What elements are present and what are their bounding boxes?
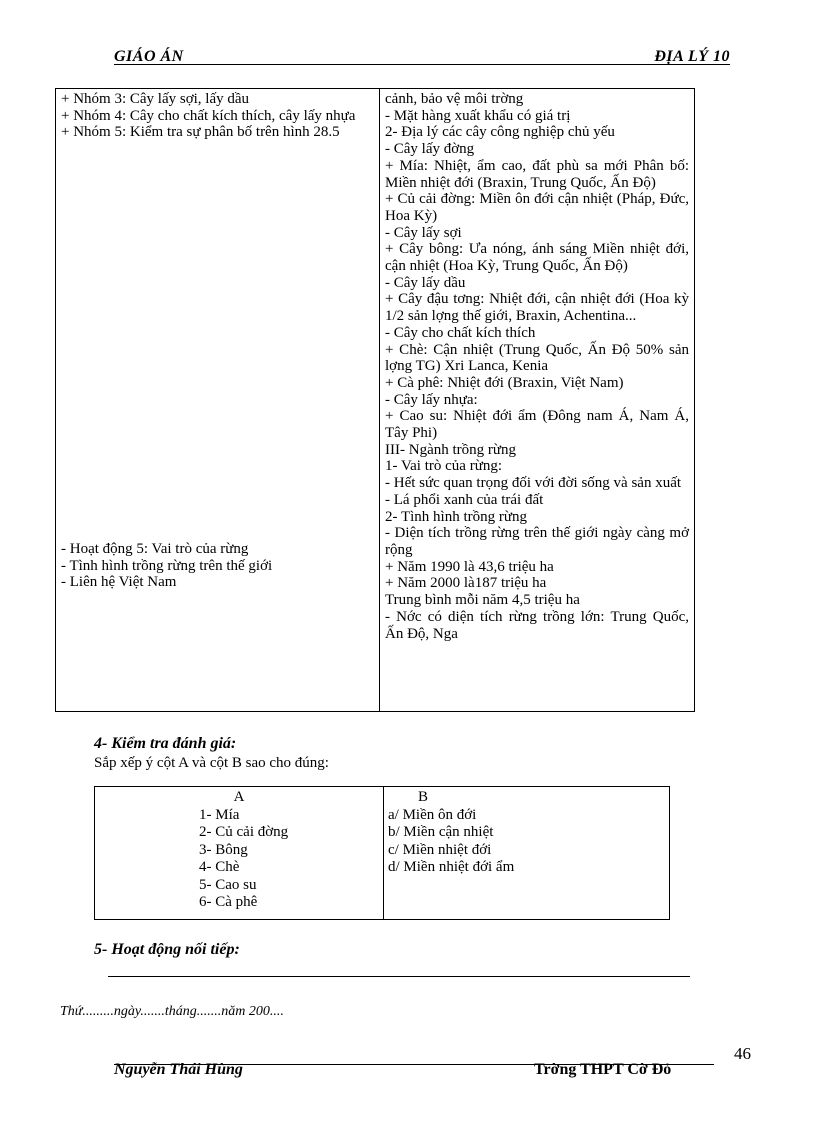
left-line: + Nhóm 4: Cây cho chất kích thích, cây lấy nhựa bbox=[61, 107, 356, 124]
right-line: + Cà phê: Nhiệt đới (Braxin, Việt Nam) bbox=[385, 374, 624, 391]
right-line: + Cao su: Nhiệt đới ẩm (Đông nam Á, Nam Á, Tây Phi) bbox=[385, 408, 689, 442]
column-b bbox=[384, 787, 670, 920]
section4-instruction: Sắp xếp ý cột A và cột B sao cho đúng: bbox=[94, 755, 329, 771]
right-line: + Củ cải đờng: Miền ôn đới cận nhiệt (Pháp, Đức, Hoa Kỳ) bbox=[385, 191, 689, 224]
left-line: - Hoạt động 5: Vai trò của rừng bbox=[61, 541, 249, 557]
right-line: III- Ngành trồng rừng bbox=[385, 441, 517, 458]
page-number: 46 bbox=[734, 1044, 751, 1063]
column-a-item: 6- Cà phê bbox=[199, 894, 258, 910]
left-top-block bbox=[61, 91, 374, 141]
right-line: - Diện tích trồng rừng trên thế giới ngày càng mở rộng bbox=[385, 525, 689, 558]
column-b-item: a/ Miền ôn đới bbox=[388, 806, 477, 823]
left-bottom-block bbox=[61, 541, 374, 591]
right-line: Trung bình mỗi năm 4,5 triệu ha bbox=[385, 592, 580, 609]
section5-title: 5- Hoạt động nối tiếp: bbox=[94, 941, 240, 958]
lesson-table bbox=[55, 88, 695, 712]
column-a-items bbox=[99, 807, 379, 912]
left-line: + Nhóm 3: Cây lấy sợi, lấy dầu bbox=[61, 91, 250, 107]
right-line: + Cây đậu tơng: Nhiệt đới, cận nhiệt đới (Hoa kỳ 1/2 sản lợng thế giới, Braxin, Achentina... bbox=[385, 291, 689, 325]
column-a-item: 3- Bông bbox=[199, 841, 248, 858]
right-line: - Mặt hàng xuất khẩu có giá trị bbox=[385, 107, 571, 124]
right-line: 2- Địa lý các cây công nghiệp chủ yếu bbox=[385, 124, 615, 141]
right-line: 1- Vai trò của rừng: bbox=[385, 458, 502, 475]
section4-title: 4- Kiểm tra đánh giá: bbox=[94, 735, 237, 752]
column-a-item: 5- Cao su bbox=[199, 876, 257, 893]
column-b-item: d/ Miền nhiệt đới ẩm bbox=[388, 859, 515, 875]
left-line: + Nhóm 5: Kiểm tra sự phân bố trên hình 28.5 bbox=[61, 124, 340, 141]
right-line: - Hết sức quan trọng đối với đời sống và sản xuất bbox=[385, 475, 682, 492]
left-line: - Liên hệ Việt Nam bbox=[61, 574, 177, 591]
right-line: cảnh, bảo vệ môi trờng bbox=[385, 91, 524, 107]
right-line: - Cây lấy đờng bbox=[385, 141, 475, 158]
right-line: + Năm 1990 là 43,6 triệu ha bbox=[385, 558, 554, 575]
matching-table bbox=[94, 786, 670, 920]
right-line: - Cây lấy sợi bbox=[385, 224, 462, 241]
right-line: + Năm 2000 là187 triệu ha bbox=[385, 575, 547, 592]
column-b-header: B bbox=[418, 789, 429, 805]
right-line: - Nớc có diện tích rừng trồng lớn: Trung Quốc, Ấn Độ, Nga bbox=[385, 608, 689, 642]
footer-school: Trờng THPT Cờ Đỏ bbox=[534, 1061, 672, 1078]
column-b-item: c/ Miền nhiệt đới bbox=[388, 841, 492, 858]
right-line: - Lá phổi xanh của trái đất bbox=[385, 491, 544, 508]
column-a-header: A bbox=[233, 789, 245, 805]
right-line: - Cây cho chất kích thích bbox=[385, 324, 536, 341]
header-right: ĐỊA LÝ 10 bbox=[654, 48, 730, 65]
left-line: - Tình hình trồng rừng trên thế giới bbox=[61, 557, 273, 574]
right-line: + Mía: Nhiệt, ẩm cao, đất phù sa mới Phân bố: Miền nhiệt đới (Braxin, Trung Quốc, Ấn Độ) bbox=[385, 157, 689, 191]
answer-rule bbox=[108, 976, 690, 977]
column-a-item: 1- Mía bbox=[199, 806, 240, 823]
column-a bbox=[95, 787, 384, 920]
right-line: - Cây lấy dầu bbox=[385, 274, 466, 291]
right-line: 2- Tình hình trồng rừng bbox=[385, 508, 528, 525]
header-rule bbox=[114, 64, 730, 65]
column-b-item: b/ Miền cận nhiệt bbox=[388, 824, 494, 840]
column-a-item: 4- Chè bbox=[199, 859, 240, 875]
date-line: Thứ.........ngày.......tháng.......năm 200.... bbox=[60, 1004, 284, 1019]
right-line: - Cây lấy nhựa: bbox=[385, 391, 478, 408]
column-b-items bbox=[388, 807, 665, 877]
footer-author: Nguyễn Thái Hùng bbox=[114, 1061, 243, 1078]
column-a-item: 2- Củ cải đờng bbox=[199, 824, 289, 840]
right-line: + Chè: Cận nhiệt (Trung Quốc, Ấn Độ 50% sản lợng TG) Xri Lanca, Kenia bbox=[385, 341, 689, 375]
right-column bbox=[380, 89, 695, 712]
header-left: GIÁO ÁN bbox=[114, 48, 184, 65]
left-column bbox=[56, 89, 380, 712]
right-line: + Cây bông: Ưa nóng, ánh sáng Miền nhiệt đới, cận nhiệt (Hoa Kỳ, Trung Quốc, Ấn Độ) bbox=[385, 241, 689, 275]
right-content bbox=[385, 91, 689, 642]
